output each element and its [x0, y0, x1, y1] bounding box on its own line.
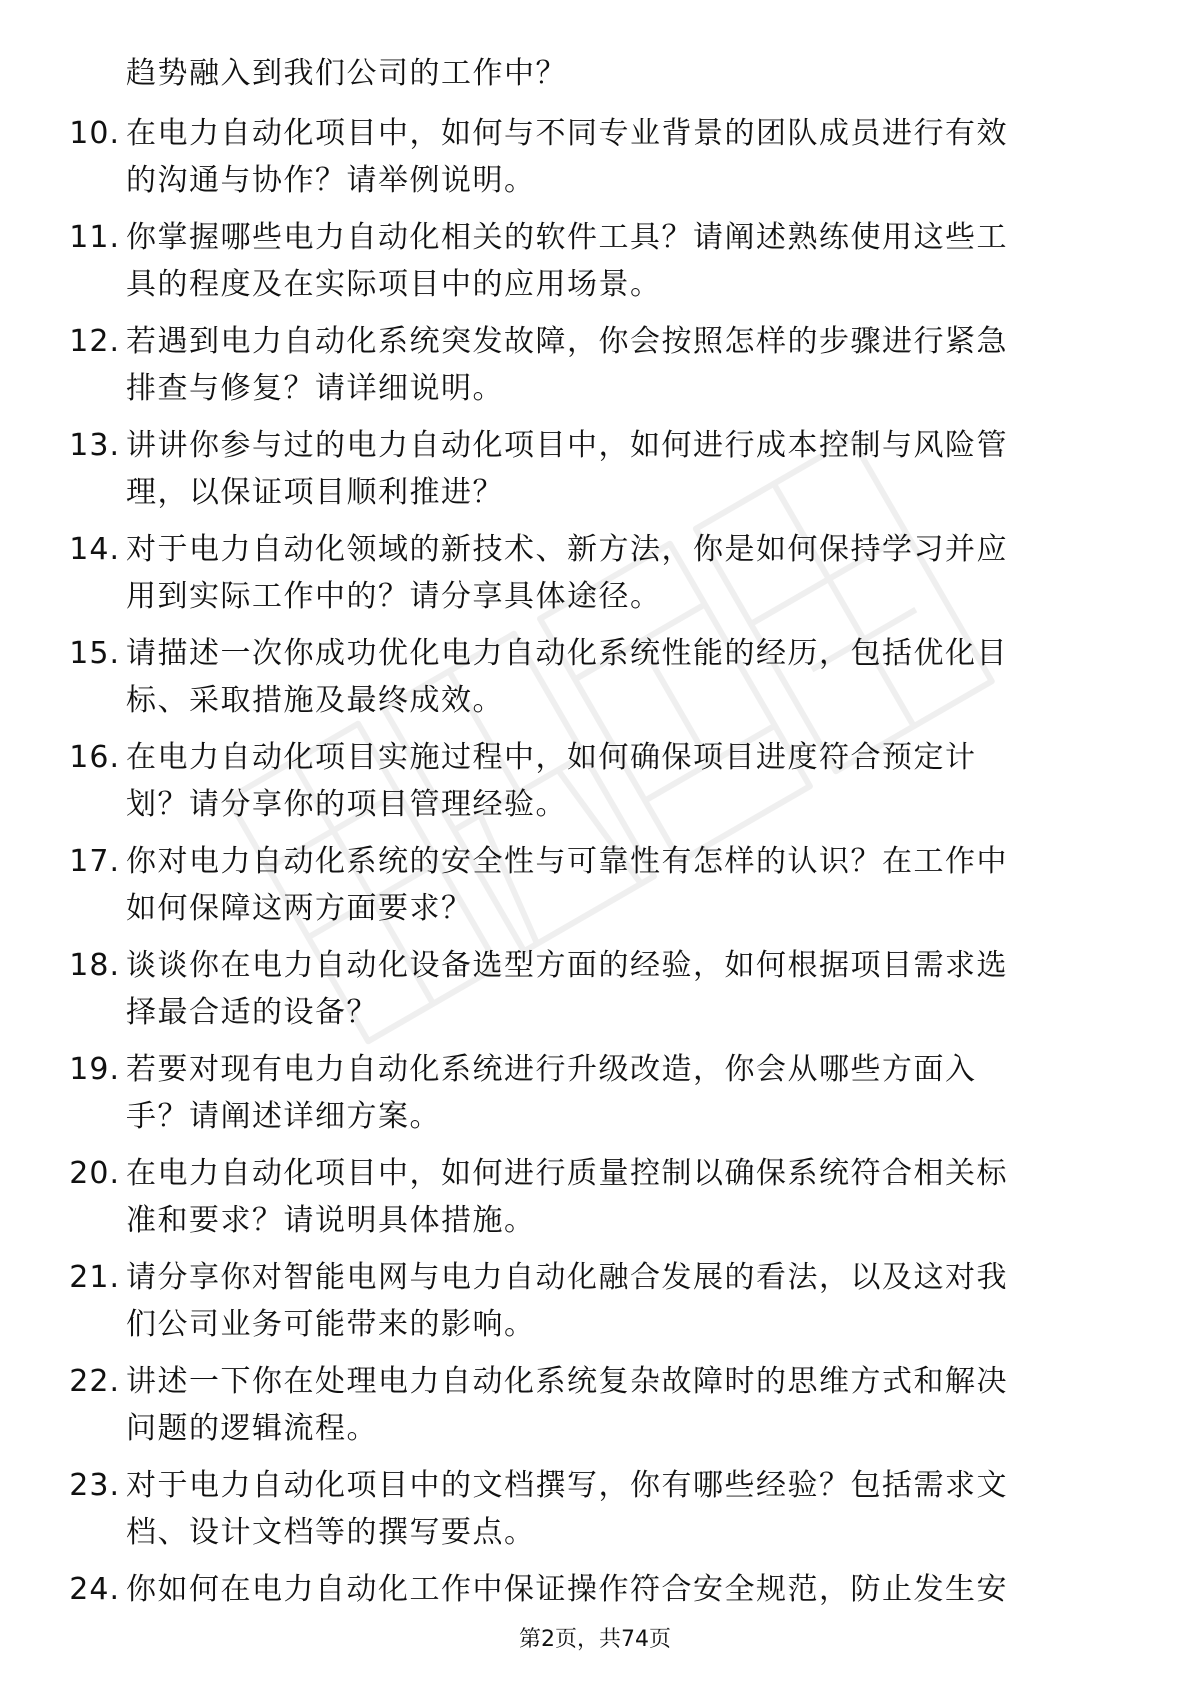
question-item: [58, 110, 1138, 214]
question-number: 10.: [69, 116, 120, 151]
question-item: [58, 838, 1138, 942]
question-line: 若遇到电力自动化系统突发故障，你会按照怎样的步骤进行紧急: [126, 324, 1008, 359]
question-item: [58, 422, 1138, 526]
question-text: [126, 1462, 1126, 1556]
continued-question-text: 趋势融入到我们公司的工作中？: [126, 56, 567, 91]
question-item: [58, 1046, 1138, 1150]
question-number: 21.: [69, 1260, 120, 1295]
question-item: [58, 1462, 1138, 1566]
question-text: [126, 110, 1126, 204]
question-number: 20.: [69, 1156, 120, 1191]
question-line: 具的程度及在实际项目中的应用场景。: [126, 267, 662, 302]
question-line: 你掌握哪些电力自动化相关的软件工具？请阐述熟练使用这些工: [126, 220, 1008, 255]
question-line: 如何保障这两方面要求？: [126, 891, 473, 926]
question-line: 在电力自动化项目实施过程中，如何确保项目进度符合预定计: [126, 740, 977, 775]
question-text: [126, 1358, 1126, 1452]
question-line: 问题的逻辑流程。: [126, 1411, 378, 1446]
question-number: 14.: [69, 532, 120, 567]
question-number: 24.: [69, 1572, 120, 1607]
question-text: [126, 1046, 1126, 1140]
question-number: 22.: [69, 1364, 120, 1399]
question-text: [126, 630, 1126, 724]
question-line: 档、设计文档等的撰写要点。: [126, 1515, 536, 1550]
question-text: [126, 1566, 1126, 1613]
question-line: 理，以保证项目顺利推进？: [126, 475, 504, 510]
question-number: 13.: [69, 428, 120, 463]
question-line: 准和要求？请说明具体措施。: [126, 1203, 536, 1238]
question-item: [58, 942, 1138, 1046]
question-line: 择最合适的设备？: [126, 995, 378, 1030]
question-item: [58, 630, 1138, 734]
question-item: [58, 318, 1138, 422]
question-line: 手？请阐述详细方案。: [126, 1099, 441, 1134]
question-line: 划？请分享你的项目管理经验。: [126, 787, 567, 822]
question-number: 15.: [69, 636, 120, 671]
question-list: [58, 110, 1138, 1670]
question-line: 请分享你对智能电网与电力自动化融合发展的看法，以及这对我: [126, 1260, 1008, 1295]
question-line: 谈谈你在电力自动化设备选型方面的经验，如何根据项目需求选: [126, 948, 1008, 983]
question-item: [58, 1150, 1138, 1254]
question-line: 对于电力自动化领域的新技术、新方法，你是如何保持学习并应: [126, 532, 1008, 567]
question-text: [126, 734, 1126, 828]
question-line: 标、采取措施及最终成效。: [126, 683, 504, 718]
question-number: 19.: [69, 1052, 120, 1087]
question-line: 用到实际工作中的？请分享具体途径。: [126, 579, 662, 614]
question-line: 请描述一次你成功优化电力自动化系统性能的经历，包括优化目: [126, 636, 1008, 671]
question-text: [126, 1150, 1126, 1244]
question-number: 18.: [69, 948, 120, 983]
question-number: 17.: [69, 844, 120, 879]
question-text: [126, 1254, 1126, 1348]
question-text: [126, 526, 1126, 620]
question-text: [126, 838, 1126, 932]
question-line: 在电力自动化项目中，如何与不同专业背景的团队成员进行有效: [126, 116, 1008, 151]
page-footer: 第2页，共74页: [519, 1627, 671, 1652]
question-line: 讲述一下你在处理电力自动化系统复杂故障时的思维方式和解决: [126, 1364, 1008, 1399]
question-line: 讲讲你参与过的电力自动化项目中，如何进行成本控制与风险管: [126, 428, 1008, 463]
question-item: [58, 1358, 1138, 1462]
question-line: 在电力自动化项目中，如何进行质量控制以确保系统符合相关标: [126, 1156, 1008, 1191]
question-item: [58, 526, 1138, 630]
question-number: 11.: [69, 220, 120, 255]
question-line: 你对电力自动化系统的安全性与可靠性有怎样的认识？在工作中: [126, 844, 1008, 879]
question-line: 你如何在电力自动化工作中保证操作符合安全规范，防止发生安: [126, 1572, 1008, 1607]
question-number: 23.: [69, 1468, 120, 1503]
question-line: 们公司业务可能带来的影响。: [126, 1307, 536, 1342]
question-line: 排查与修复？请详细说明。: [126, 371, 504, 406]
question-number: 16.: [69, 740, 120, 775]
question-text: [126, 422, 1126, 516]
question-item: [58, 214, 1138, 318]
question-text: [126, 214, 1126, 308]
question-line: 的沟通与协作？请举例说明。: [126, 163, 536, 198]
question-line: 对于电力自动化项目中的文档撰写，你有哪些经验？包括需求文: [126, 1468, 1008, 1503]
question-number: 12.: [69, 324, 120, 359]
question-item: [58, 734, 1138, 838]
question-text: [126, 942, 1126, 1036]
question-item: [58, 1254, 1138, 1358]
question-line: 若要对现有电力自动化系统进行升级改造，你会从哪些方面入: [126, 1052, 977, 1087]
question-text: [126, 318, 1126, 412]
